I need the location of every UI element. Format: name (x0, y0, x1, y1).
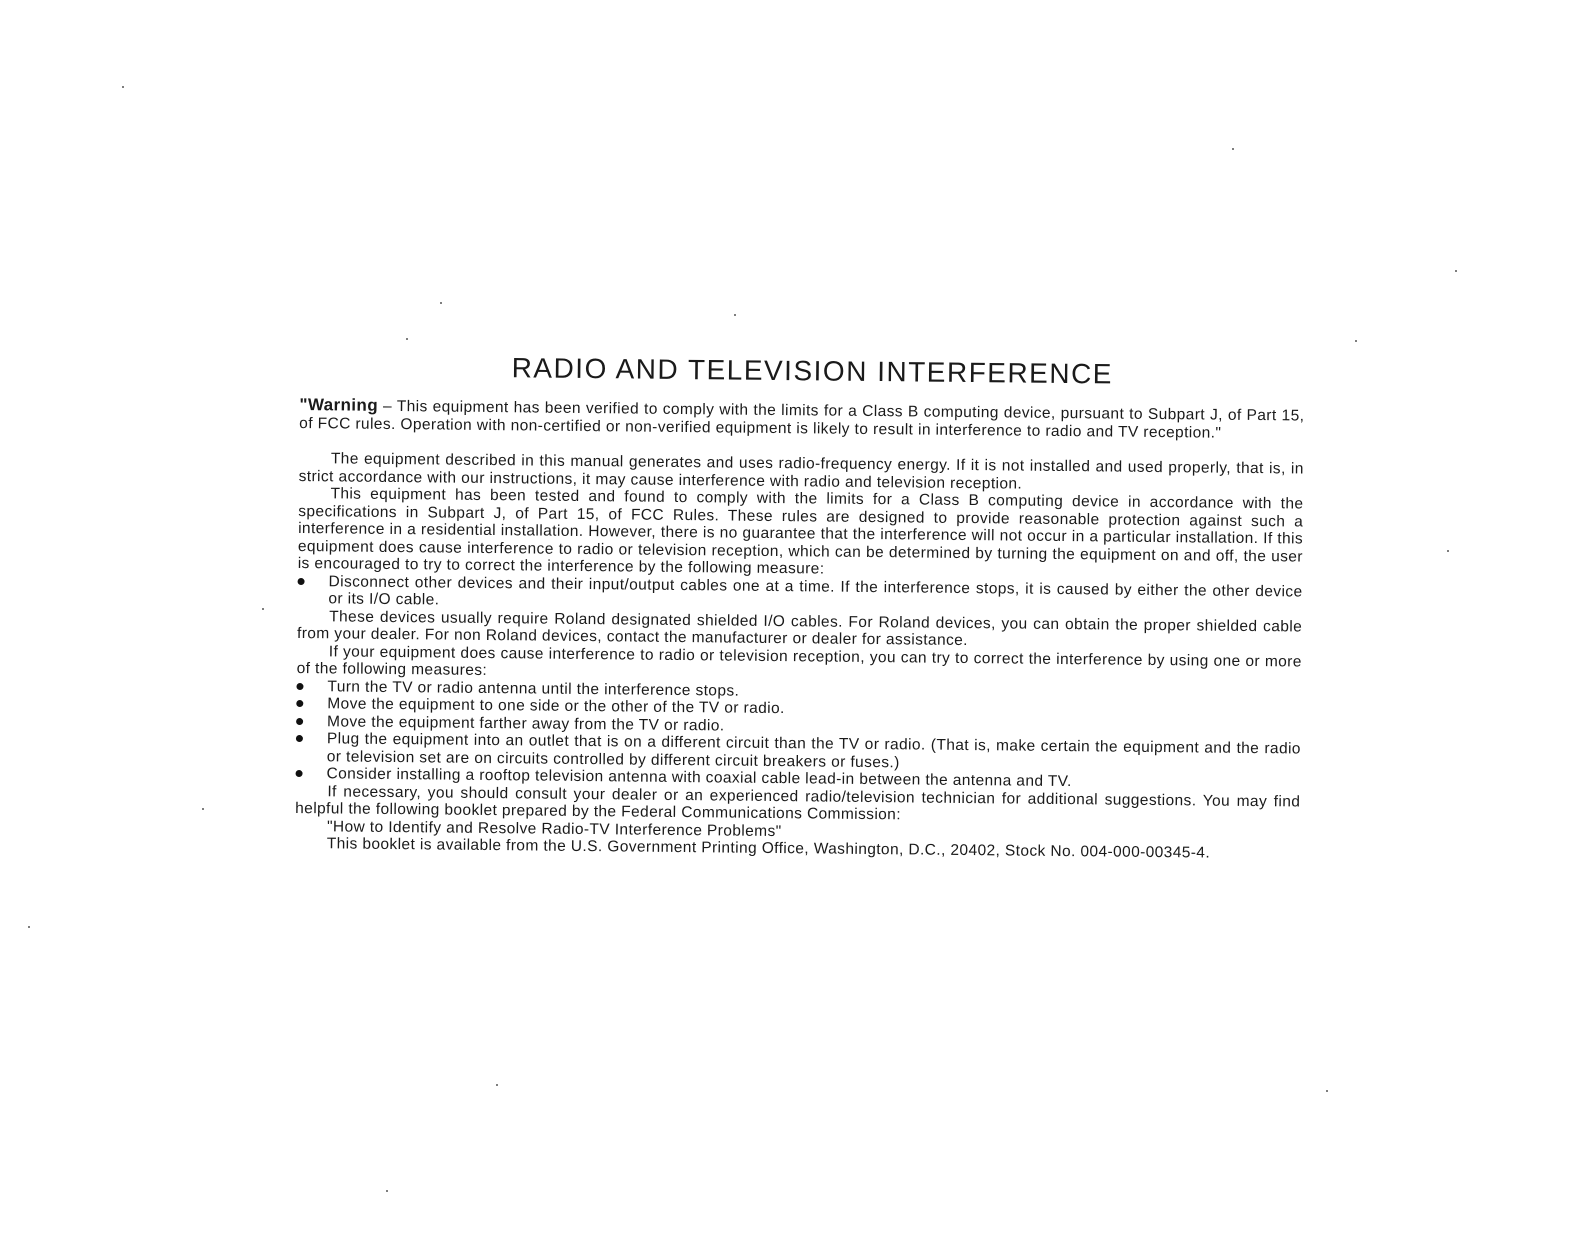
scan-speck (440, 302, 442, 304)
bullet-icon (296, 700, 303, 707)
bullet-icon (296, 682, 303, 689)
bullet-icon (296, 770, 303, 777)
list-item-text: Move the equipment farther away from the TV or radio. (327, 712, 725, 734)
scan-speck (1232, 148, 1234, 150)
warning-text: – This equipment has been verified to comply with the limits for a Class B computing device, pursuant to Subpart J, of Part 15, of FCC rules. Operation with non-certified or non-verified equipment is likely to result in interference to radio and TV reception." (299, 397, 1305, 442)
page-title: RADIO AND TELEVISION INTERFERENCE (511, 352, 1114, 390)
scan-speck (262, 608, 264, 610)
scan-speck (496, 1084, 498, 1086)
scan-speck (1326, 1090, 1328, 1092)
scan-speck (202, 808, 204, 810)
list-item-text: Move the equipment to one side or the other of the TV or radio. (327, 695, 785, 718)
list-item-text: Turn the TV or radio antenna until the interference stops. (327, 677, 740, 700)
document-page (295, 350, 1305, 863)
list-item-text: Disconnect other devices and their input/output cables one at a time. If the interference stops, it is caused by either the other device or its I/O cable. (328, 572, 1303, 609)
list-item-text: Consider installing a rooftop television antenna with coaxial cable lead-in between the antenna and TV. (326, 765, 1072, 791)
bullet-icon (298, 577, 305, 584)
scan-speck (28, 926, 30, 928)
booklet-title: "How to Identify and Resolve Radio-TV Interference Problems" (326, 817, 782, 840)
paragraph-measures-intro: If your equipment does cause interference to radio or television reception, you can try to correct the interference by using one or more of the following measures: (296, 642, 1302, 679)
scan-speck (734, 314, 736, 316)
bullet-icon (296, 717, 303, 724)
paragraph-consult: If necessary, you should consult your dealer or an experienced radio/television technician for additional suggestions. You may find helpful the following booklet prepared by the Federal Communications Commission: (295, 782, 1301, 824)
paragraph-cables: These devices usually require Roland designated shielded I/O cables. For Roland devices, you can obtain the proper shielded cable from your dealer. For non Roland devices, contact the manufacturer or dealer for assistance. (296, 607, 1303, 650)
bullet-list-measures (295, 677, 1301, 793)
paragraph-availability: This booklet is available from the U.S. Government Printing Office, Washington, D.C., 20402, Stock No. 004-000-00345-4. (326, 835, 1211, 862)
list-item-text: Plug the equipment into an outlet that is on a different circuit than the TV or radio. (That is, make certain the equipment and the radio or television set are on circuits controlled by different circuit breakers or fuses.) (326, 730, 1301, 771)
scan-speck (1355, 340, 1357, 342)
scan-speck (1455, 270, 1457, 272)
scan-speck (386, 1190, 388, 1192)
warning-lead: "Warning (299, 394, 379, 415)
scan-speck (1447, 550, 1449, 552)
bullet-icon (296, 735, 303, 742)
paragraph-testing: This equipment has been tested and found to comply with the limits for a Class B computing device in accordance with the specifications in Subpart J, of Part 15, of FCC Rules. These rules are designed to provide reasonable protection against such a interference in a residential installation. However, there is no guarantee that the interference will not occur in a particular installation. If this equipment does cause interference to radio or television reception, which can be determined by turning the equipment on and off, the user is encouraged to try to correct the interference by the following measure: (297, 485, 1304, 578)
scan-speck (122, 86, 124, 88)
scan-speck (406, 338, 408, 340)
paragraph-energy: The equipment described in this manual generates and uses radio-frequency energy. If it is not installed and used properly, that is, in strict accordance with our instructions, it may cause interference with radio and television reception. (298, 450, 1304, 493)
